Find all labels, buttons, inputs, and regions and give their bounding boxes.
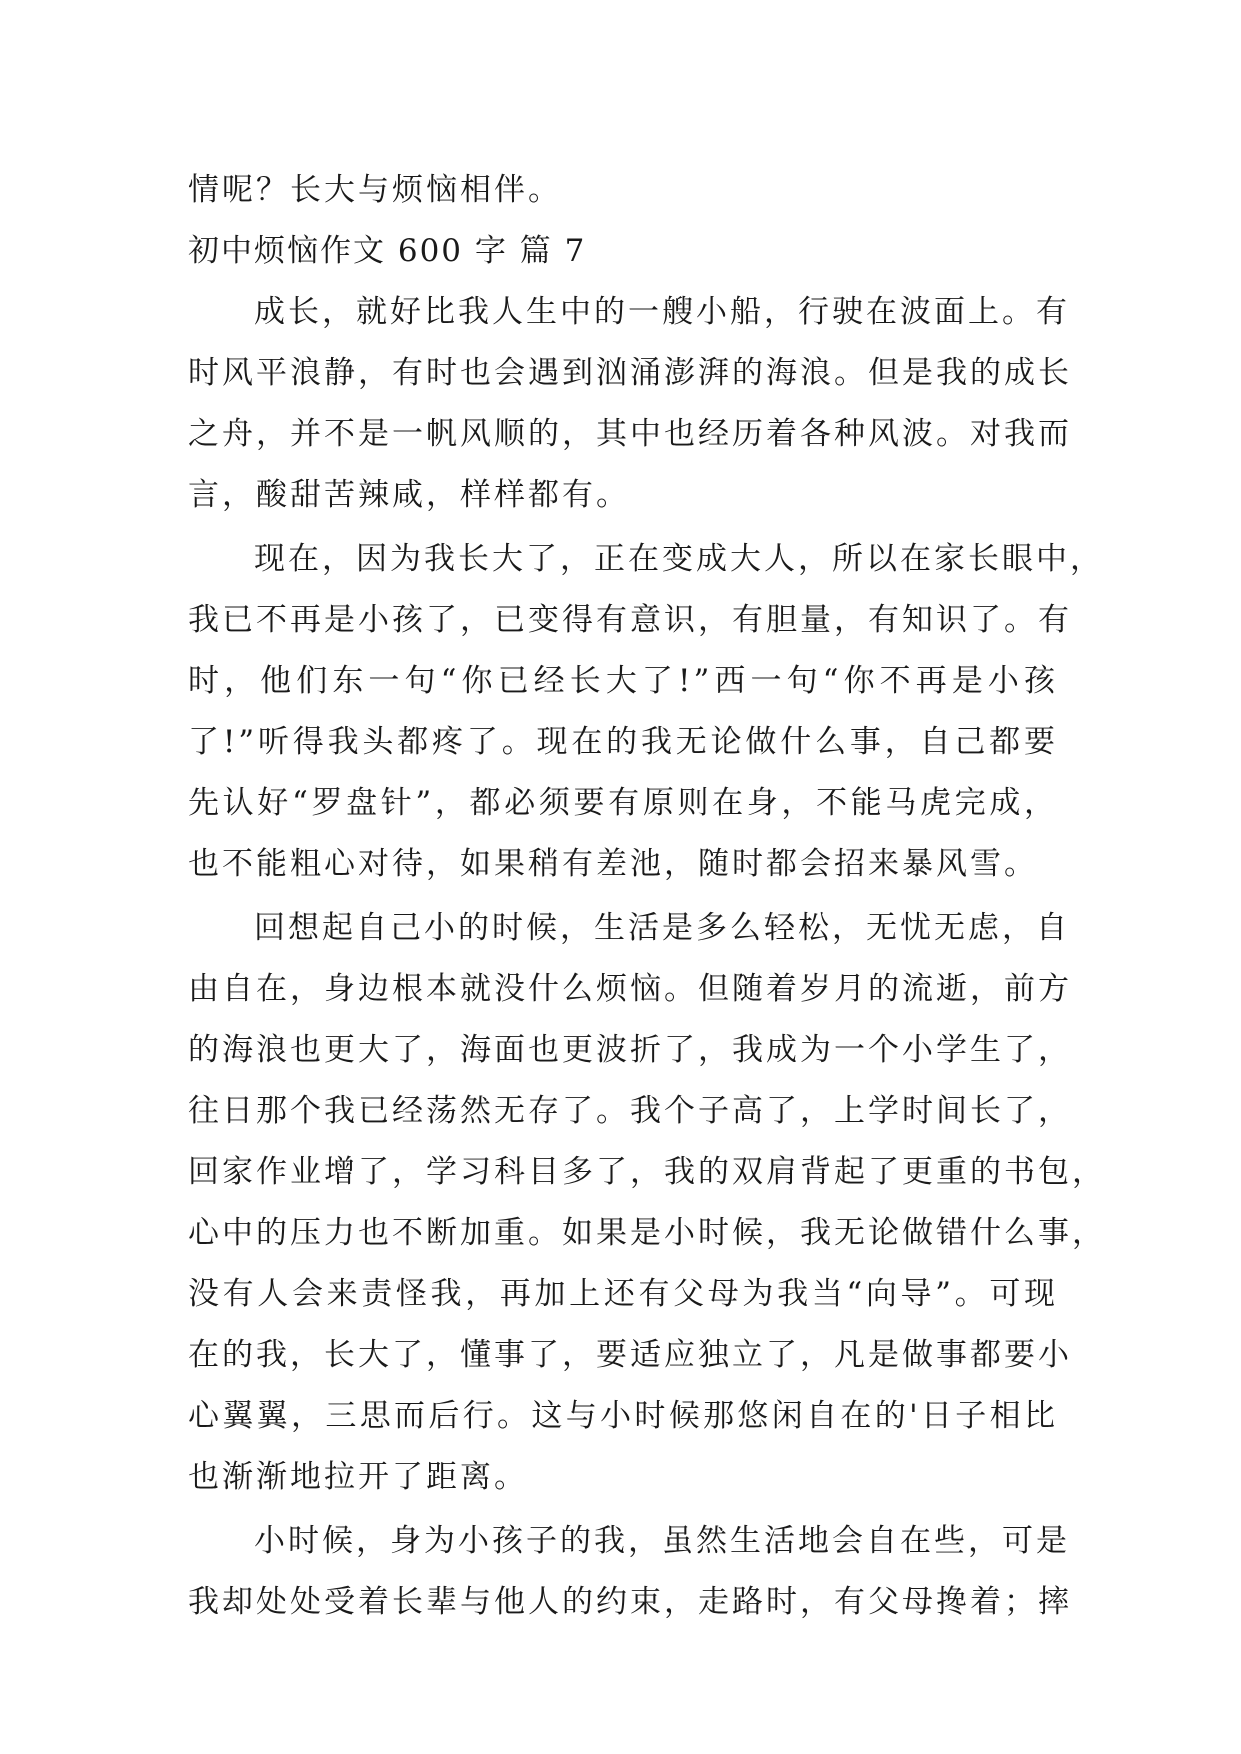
text-line: 在的我，长大了，懂事了，要适应独立了，凡是做事都要小 xyxy=(188,1337,1072,1373)
text-line: 成长，就好比我人生中的一艘小船，行驶在波面上。有 xyxy=(254,294,1070,330)
text-line: 小时候，身为小孩子的我，虽然生活地会自在些，可是 xyxy=(254,1523,1070,1559)
text-line: 情呢？长大与烦恼相伴。 xyxy=(188,172,562,208)
text-line: 由自在，身边根本就没什么烦恼。但随着岁月的流逝，前方 xyxy=(188,971,1072,1007)
text-line: 没有人会来责怪我，再加上还有父母为我当“向导”。可现 xyxy=(188,1276,1058,1312)
text-line: 我已不再是小孩了，已变得有意识，有胆量，有知识了。有 xyxy=(188,602,1072,638)
text-line: 也渐渐地拉开了距离。 xyxy=(188,1459,528,1495)
text-line: 之舟，并不是一帆风顺的，其中也经历着各种风波。对我而 xyxy=(188,416,1072,452)
paragraph-2 xyxy=(188,529,1104,895)
text-line: 了!”听得我头都疼了。现在的我无论做什么事，自己都要 xyxy=(188,724,1058,760)
paragraph-1 xyxy=(188,282,1072,526)
document-body xyxy=(188,160,1106,1633)
text-line: 先认好“罗盘针”，都必须要有原则在身，不能马虎完成， xyxy=(188,785,1058,821)
paragraph-4 xyxy=(188,1511,1072,1633)
text-line: 我却处处受着长辈与他人的约束，走路时，有父母搀着；摔 xyxy=(188,1584,1072,1620)
text-line: 也不能粗心对待，如果稍有差池，随时都会招来暴风雪。 xyxy=(188,846,1038,882)
text-line: 往日那个我已经荡然无存了。我个子高了，上学时间长了， xyxy=(188,1093,1072,1129)
text-line: 心中的压力也不断加重。如果是小时候，我无论做错什么事， xyxy=(188,1215,1106,1251)
text-line: 回家作业增了，学习科目多了，我的双肩背起了更重的书包， xyxy=(188,1154,1106,1190)
text-line: 的海浪也更大了，海面也更波折了，我成为一个小学生了， xyxy=(188,1032,1072,1068)
text-line: 现在，因为我长大了，正在变成大人，所以在家长眼中， xyxy=(254,541,1104,577)
carry-over-paragraph xyxy=(188,160,1058,221)
text-line: 回想起自己小的时候，生活是多么轻松，无忧无虑，自 xyxy=(254,910,1070,946)
text-line: 言，酸甜苦辣咸，样样都有。 xyxy=(188,477,630,513)
paragraph-3 xyxy=(188,898,1106,1508)
text-line: 时，他们东一句“你已经长大了!”西一句“你不再是小孩 xyxy=(188,663,1058,699)
section-heading: 初中烦恼作文 600 字 篇 7 xyxy=(188,233,587,269)
text-line: 心翼翼，三思而后行。这与小时候那悠闲自在的'日子相比 xyxy=(188,1398,1058,1434)
text-line: 时风平浪静，有时也会遇到汹涌澎湃的海浪。但是我的成长 xyxy=(188,355,1072,391)
